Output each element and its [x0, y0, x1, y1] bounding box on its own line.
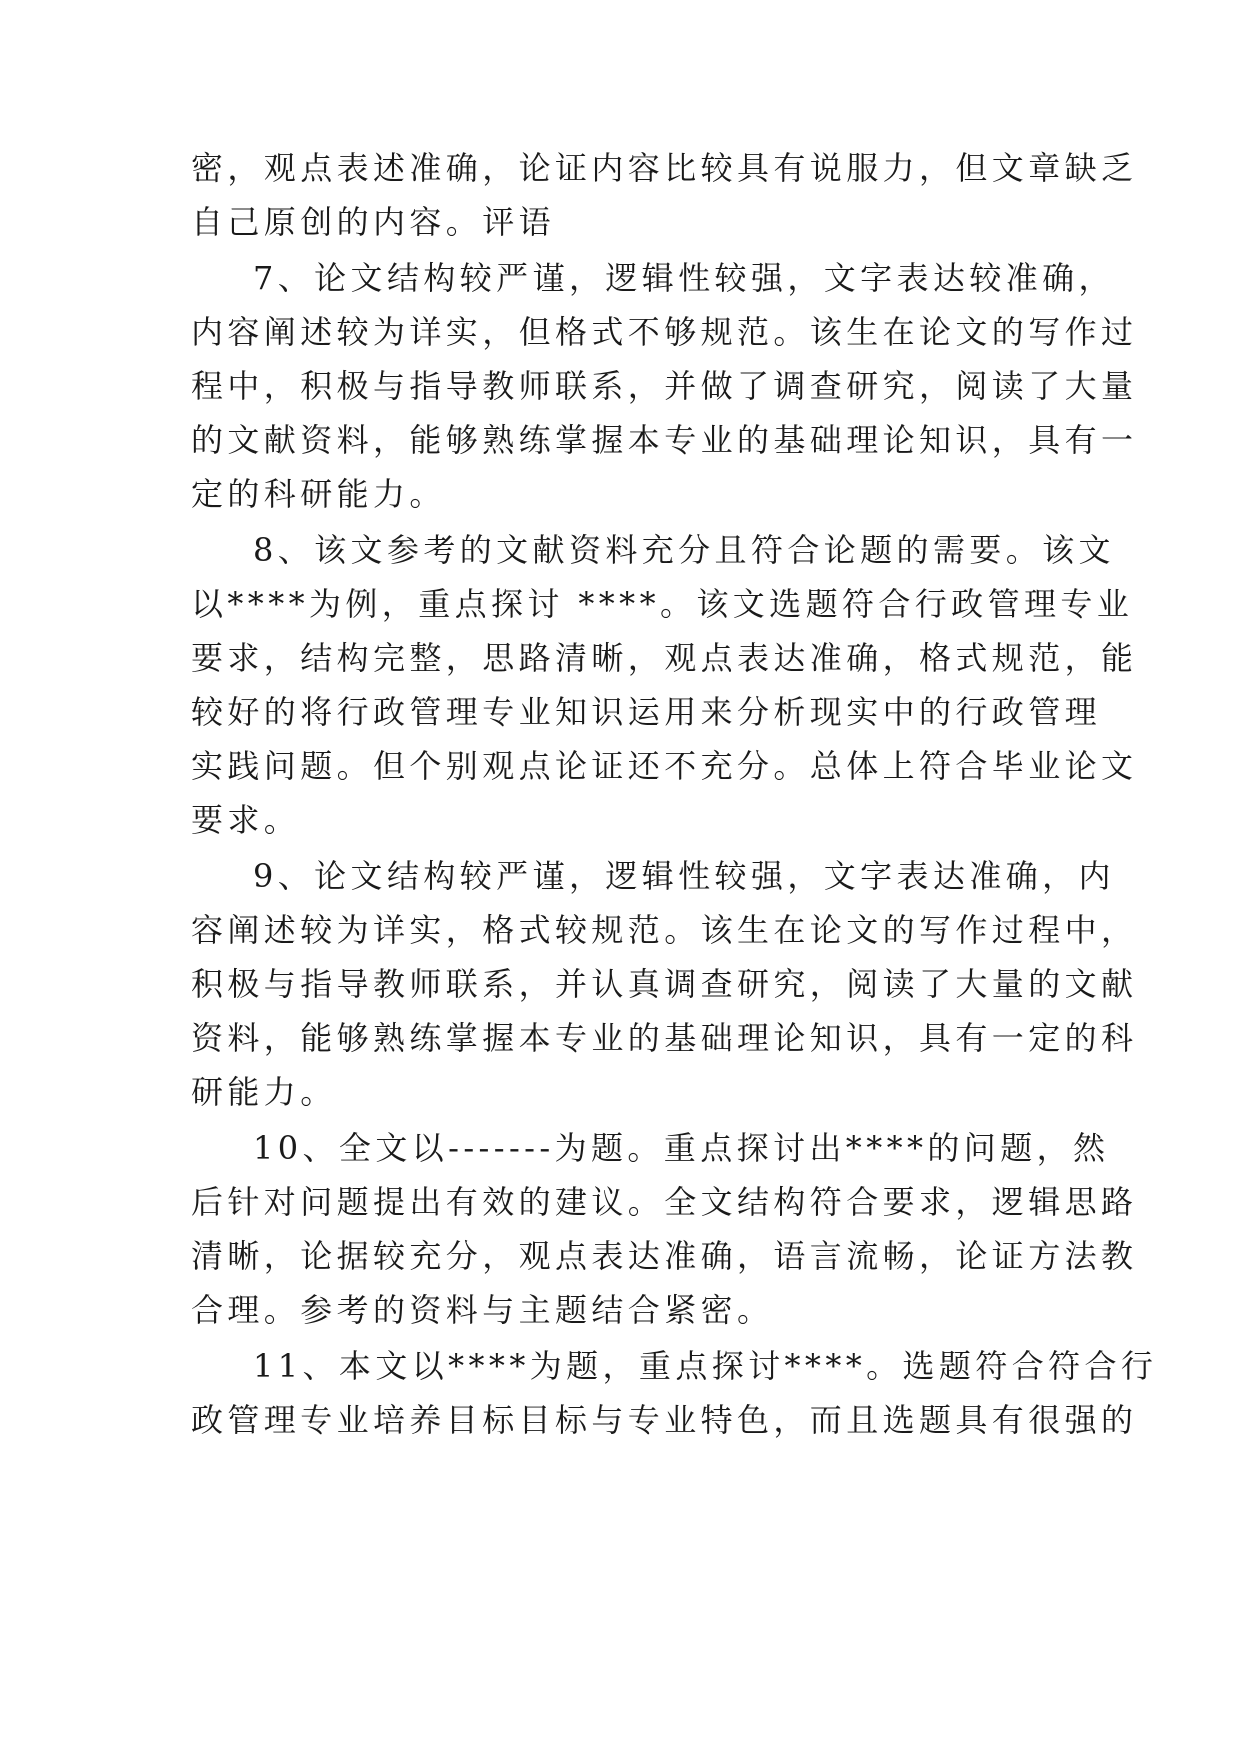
- paragraph-9-first-line: 9、论文结构较严谨，逻辑性较强，文字表达准确，内: [253, 857, 1115, 895]
- text-line: 的文献资料，能够熟练掌握本专业的基础理论知识，具有一: [191, 421, 1138, 459]
- text-line: 容阐述较为详实，格式较规范。该生在论文的写作过程中，: [191, 911, 1138, 949]
- paragraph-10-first-line: 10、全文以-------为题。重点探讨出****的问题，然: [253, 1129, 1110, 1167]
- text-line: 合理。参考的资料与主题结合紧密。: [191, 1291, 774, 1329]
- text-line: 密，观点表述准确，论证内容比较具有说服力，但文章缺乏: [191, 149, 1138, 187]
- paragraph-8-first-line: 8、该文参考的文献资料充分且符合论题的需要。该文: [253, 531, 1115, 569]
- text-line: 要求，结构完整，思路清晰，观点表达准确，格式规范，能: [191, 639, 1138, 677]
- text-line: 程中，积极与指导教师联系，并做了调查研究，阅读了大量: [191, 367, 1138, 405]
- text-line: 要求。: [191, 801, 301, 839]
- text-line: 以****为例，重点探讨 ****。该文选题符合行政管理专业: [191, 585, 1134, 623]
- text-line: 政管理专业培养目标目标与专业特色，而且选题具有很强的: [191, 1401, 1138, 1439]
- text-line: 定的科研能力。: [191, 475, 446, 513]
- paragraph-7-first-line: 7、论文结构较严谨，逻辑性较强，文字表达较准确，: [253, 259, 1115, 297]
- text-line: 实践问题。但个别观点论证还不充分。总体上符合毕业论文: [191, 747, 1138, 785]
- text-line: 后针对问题提出有效的建议。全文结构符合要求，逻辑思路: [191, 1183, 1138, 1221]
- text-line: 较好的将行政管理专业知识运用来分析现实中的行政管理: [191, 693, 1102, 731]
- text-line: 内容阐述较为详实，但格式不够规范。该生在论文的写作过: [191, 313, 1138, 351]
- text-line: 清晰，论据较充分，观点表达准确，语言流畅，论证方法教: [191, 1237, 1138, 1275]
- paragraph-11-first-line: 11、本文以****为题，重点探讨****。选题符合符合行: [253, 1347, 1158, 1385]
- text-line: 积极与指导教师联系，并认真调查研究，阅读了大量的文献: [191, 965, 1138, 1003]
- text-line: 自己原创的内容。评语: [191, 203, 556, 241]
- text-line: 研能力。: [191, 1073, 337, 1111]
- text-line: 资料，能够熟练掌握本专业的基础理论知识，具有一定的科: [191, 1019, 1138, 1057]
